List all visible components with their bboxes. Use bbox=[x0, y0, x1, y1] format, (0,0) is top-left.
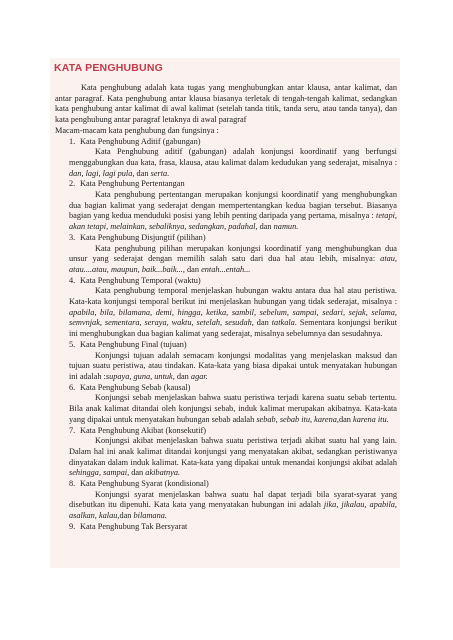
section-heading bbox=[55, 340, 397, 351]
section-title: Kata Penghubung Sebab (kausal) bbox=[80, 382, 191, 392]
section-title: Kata Penghubung Final (tujuan) bbox=[80, 339, 187, 349]
section-paragraph: Kata penghubung temporal menjelaskan hubungan waktu antara dua hal atau peristiwa. Kata-kata konjungsi temporal berikut ini menjelaskan hubungan yang tidak sederajat, misalnya : apabila, bila, bilamana, demi, hingga, ketika, sambil, sebelum, sampai, sedari, sejak, selama, semvnjak, sementara, seraya, waktu, setelah, sesudah, dan tatkala. Sementara konjungsi berikut ini menghubungkan dua bagian kalimat yang sederajat, misalnya sebelumnya dan sesudahnya. bbox=[69, 286, 397, 339]
section-title: Kata Penghubung Tak Bersyarat bbox=[80, 521, 188, 531]
document-page bbox=[50, 58, 400, 568]
section-heading bbox=[55, 479, 397, 490]
section-heading bbox=[55, 233, 397, 244]
section-title: Kata Penghubung Pertentangan bbox=[80, 179, 185, 189]
section-number: 7. bbox=[69, 425, 76, 435]
section-heading bbox=[55, 137, 397, 148]
section-heading bbox=[55, 522, 397, 533]
section-heading bbox=[55, 383, 397, 394]
section-paragraph: Kata penghubung pertentangan merupakan konjungsi koordinatif yang menghubungkan dua bagian kalimat yang sederajat dengan mempertentangkan kedua bagian tersebut. Biasanya bagian yang kedua menduduki posisi yang lebih penting daripada yang pertama, misalnya : tetapi, akan tetapi, melainkan, sebaliknya, sedangkan, padahal, dan namun. bbox=[69, 190, 397, 232]
list-heading: Macam-macam kata penghubung dan fungsinya : bbox=[55, 125, 219, 135]
document-title: KATA PENGHUBUNG bbox=[54, 62, 163, 74]
section-number: 1. bbox=[69, 136, 76, 146]
intro-paragraph: Kata penghubung adalah kata tugas yang menghubungkan antar klausa, antar kalimat, dan antar paragraf. Kata penghubung antar klausa biasanya terletak di tengah-tengah kalimat, sedangkan kata penghubung antar kalimat di awal kalimat (setelah tanda titik, tanda seru, atau tanda tanya), dan kata penghubung antar paragraf letaknya di awal paragraf bbox=[55, 83, 397, 125]
section-number: 4. bbox=[69, 275, 76, 285]
section-heading bbox=[55, 276, 397, 287]
section-number: 3. bbox=[69, 232, 76, 242]
section-paragraph: Konjungsi syarat menjelaskan bahwa suatu hal dapat terjadi bila syarat-syarat yang disebutkan itu dipenuhi. Kata kata yang menyatakan hubungan ini adalah jika, jikalau, apabila, asalkan, kalau,dan bilamana. bbox=[69, 489, 397, 521]
section-paragraph: Kata Penghubung aditif (gabungan) adalah konjungsi koordinatif yang berfungsi menggabungkan dua kata, frasa, klausa, atau kalimat dalam kedudukan yang sederajat, misalnya : dan, lagi, lagi pula, dan serta. bbox=[69, 147, 397, 178]
section-title: Kata Penghubung Temporal (waktu) bbox=[80, 275, 201, 285]
section-number: 9. bbox=[69, 521, 76, 531]
section-paragraph: Konjungsi akibat menjelaskan bahwa suatu peristiwa terjadi akibat suatu hal yang lain. Dalam hal ini anak kalimat ditandai konjungsi yang menyatakan akibat, sedangkan peristiwanya dinyatakan dalam induk kalimat. Kata-kata yang dipakai untuk menandai konjungsi akibat adalah sehingga, sampai, dan akibatnya. bbox=[69, 436, 397, 478]
section-title: Kata Penghubung Aditif (gabungan) bbox=[80, 136, 201, 146]
section-heading bbox=[55, 179, 397, 190]
section-number: 2. bbox=[69, 179, 76, 189]
section-paragraph: Konjungsi sebab menjelaskan bahwa suatu peristiwa terjadi karena suatu sebab tertentu. Bila anak kalimat ditandai oleh konjungsi sebab, induk kalimat merupakan akibatnya. Kata-kata yang dipakai untuk menyatakan hubungan sebab adalah sebab, sebab itu, karena,dan karena itu. bbox=[69, 393, 397, 424]
section-paragraph: Kata penghubung pilihan merupakan konjungsi koordinatif yang menghubungkan dua unsur yang sederajat dengan memilih salah satu dari dua hal atau lebih, misalnya: atau, atau....atau, maupun, baik...baik..., dan entah...entah... bbox=[69, 243, 397, 274]
section-heading bbox=[55, 426, 397, 437]
section-paragraph: Konjungsi tujuan adalah semacam konjungsi modalitas yang menjelaskan maksud dan tujuan suatu peristiwa, atau tindakan. Kata-kata yang biasa dipakai untuk menyatakan hubungan ini adalah :supaya, guna, untuk, dan agar. bbox=[69, 350, 397, 381]
section-number: 5. bbox=[69, 339, 76, 349]
section-number: 8. bbox=[69, 479, 76, 489]
section-title: Kata Penghubung Syarat (kondisional) bbox=[80, 479, 209, 489]
document-body bbox=[55, 83, 397, 533]
section-title: Kata Penghubung Disjungtif (pilihan) bbox=[80, 232, 206, 242]
section-number: 6. bbox=[69, 382, 76, 392]
section-title: Kata Penghubung Akibat (konsekutif) bbox=[80, 425, 207, 435]
